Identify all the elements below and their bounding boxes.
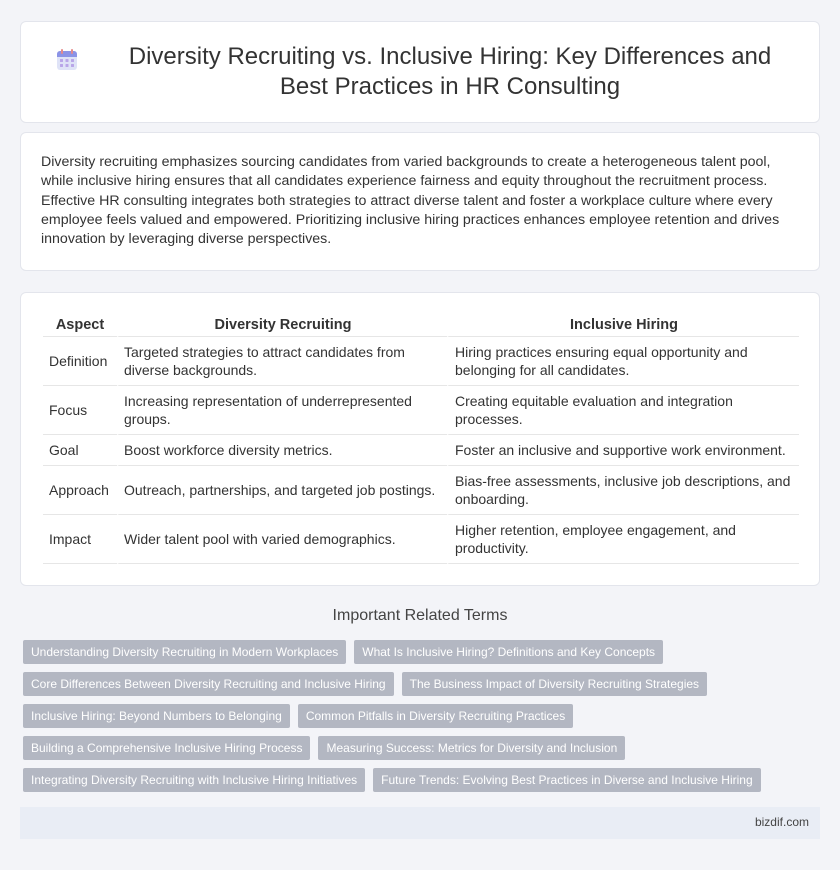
table-row xyxy=(43,386,799,435)
row-inclusive-cell: Foster an inclusive and supportive work environment. xyxy=(447,435,799,466)
related-terms-heading: Important Related Terms xyxy=(332,607,508,624)
table-row xyxy=(43,435,799,466)
row-diversity-cell: Increasing representation of underrepresented groups. xyxy=(117,386,447,435)
related-term-link[interactable]: Integrating Diversity Recruiting with Inclusive Hiring Initiatives xyxy=(23,768,365,792)
related-term-link[interactable]: What Is Inclusive Hiring? Definitions and Key Concepts xyxy=(354,640,663,664)
row-diversity-cell: Outreach, partnerships, and targeted job postings. xyxy=(117,466,447,515)
related-term-link[interactable]: Core Differences Between Diversity Recruiting and Inclusive Hiring xyxy=(23,672,394,696)
table-row xyxy=(43,337,799,386)
row-diversity-cell: Wider talent pool with varied demographics. xyxy=(117,515,447,564)
row-aspect: Goal xyxy=(43,435,117,466)
row-inclusive-cell: Creating equitable evaluation and integration processes. xyxy=(447,386,799,435)
related-term-link[interactable]: Measuring Success: Metrics for Diversity and Inclusion xyxy=(318,736,625,760)
comparison-table xyxy=(43,315,799,564)
related-term-link[interactable]: Building a Comprehensive Inclusive Hiring Process xyxy=(23,736,310,760)
related-term-link[interactable]: The Business Impact of Diversity Recruiting Strategies xyxy=(402,672,707,696)
header-card xyxy=(20,21,820,123)
related-term-link[interactable]: Understanding Diversity Recruiting in Modern Workplaces xyxy=(23,640,346,664)
row-aspect: Impact xyxy=(43,515,117,564)
comparison-card xyxy=(20,292,820,586)
table-row xyxy=(43,466,799,515)
header-aspect: Aspect xyxy=(43,315,117,337)
row-aspect: Approach xyxy=(43,466,117,515)
related-term-link[interactable]: Inclusive Hiring: Beyond Numbers to Belonging xyxy=(23,704,290,728)
related-term-link[interactable]: Common Pitfalls in Diversity Recruiting Practices xyxy=(298,704,573,728)
page-title: Diversity Recruiting vs. Inclusive Hiring: Key Differences and Best Practices in HR Consulting xyxy=(128,43,772,100)
footer-site-link[interactable]: bizdif.com xyxy=(754,815,809,829)
row-aspect: Definition xyxy=(43,337,117,386)
row-inclusive-cell: Hiring practices ensuring equal opportunity and belonging for all candidates. xyxy=(447,337,799,386)
table-row xyxy=(43,515,799,564)
header-inclusive-hiring: Inclusive Hiring xyxy=(447,315,799,337)
summary-card xyxy=(20,132,820,271)
row-diversity-cell: Boost workforce diversity metrics. xyxy=(117,435,447,466)
row-diversity-cell: Targeted strategies to attract candidates from diverse backgrounds. xyxy=(117,337,447,386)
related-term-link[interactable]: Future Trends: Evolving Best Practices in Diverse and Inclusive Hiring xyxy=(373,768,761,792)
footer xyxy=(20,807,820,839)
row-inclusive-cell: Bias-free assessments, inclusive job descriptions, and onboarding. xyxy=(447,466,799,515)
row-aspect: Focus xyxy=(43,386,117,435)
table-header-row xyxy=(43,315,799,337)
summary-paragraph: Diversity recruiting emphasizes sourcing candidates from varied backgrounds to create a heterogeneous talent pool, while inclusive hiring ensures that all candidates experience fairness and equity throughout the recruitment process. Effective HR consulting integrates both strategies to attract diverse talent and foster a workplace culture where every employee feels valued and empowered. Prioritizing inclusive hiring practices enhances employee retention and drives innovation by leveraging diverse perspectives. xyxy=(41,154,780,248)
header-diversity-recruiting: Diversity Recruiting xyxy=(117,315,447,337)
related-terms-list xyxy=(23,640,803,800)
row-inclusive-cell: Higher retention, employee engagement, and productivity. xyxy=(447,515,799,564)
